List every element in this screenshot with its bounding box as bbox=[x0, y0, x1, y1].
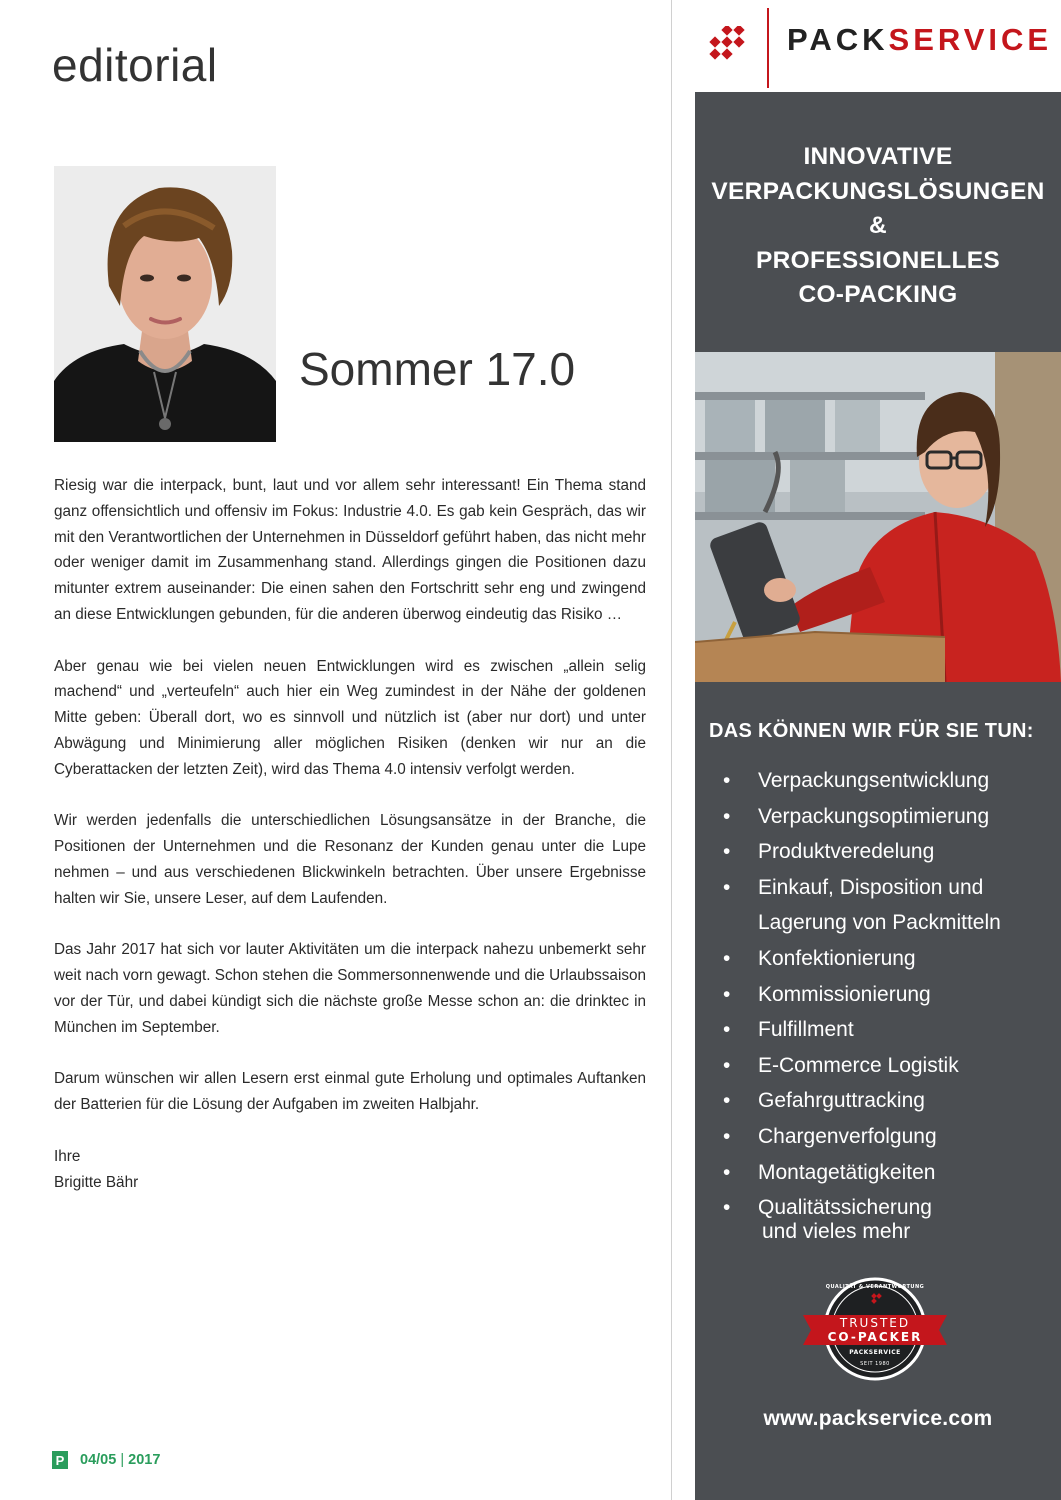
badge-line-copacker: CO-PACKER bbox=[827, 1330, 923, 1344]
closing-salutation: Ihre bbox=[54, 1147, 81, 1165]
article-paragraph: Das Jahr 2017 hat sich vor lauter Aktivitäten um die interpack nahezu unbemerkt sehr weit nach vorn gewagt. Schon stehen die Sommersonnenwende und die Urlaubssaison vor der Tür, und dabei kündigt sich die nächste große Messe schon an: die drinktec in München im September. bbox=[54, 941, 646, 1036]
list-item: • Qualitätssicherung bbox=[723, 1190, 1018, 1226]
ad-headline-line: PROFESSIONELLES bbox=[755, 246, 1001, 274]
list-item: • Einkauf, Disposition und Lagerung von Packmitteln bbox=[723, 870, 1018, 941]
ad-headline-line: & bbox=[869, 212, 887, 239]
author-portrait bbox=[54, 166, 276, 442]
issue-separator: | bbox=[120, 1452, 125, 1468]
ad-photo-worker bbox=[695, 352, 1061, 682]
list-item: • Konfektionierung bbox=[723, 941, 1018, 977]
trusted-copacker-badge bbox=[803, 1277, 947, 1381]
article-headline: Sommer 17.0 bbox=[299, 343, 576, 395]
issue-year: 2017 bbox=[128, 1452, 161, 1468]
badge-since: SEIT 1980 bbox=[860, 1361, 890, 1367]
list-item: • Fulfillment bbox=[723, 1012, 1018, 1048]
list-item: • Gefahrguttracking bbox=[723, 1083, 1018, 1119]
ad-panel bbox=[695, 92, 1061, 1500]
badge-ring-text: QUALITÄT & VERANTWORTUNG bbox=[825, 1284, 925, 1290]
list-item: • Produktveredelung bbox=[723, 834, 1018, 870]
packservice-logo-icon bbox=[705, 26, 755, 62]
section-title: editorial bbox=[52, 39, 218, 91]
magazine-logo-icon: P bbox=[52, 1451, 68, 1469]
list-item: • Verpackungsentwicklung bbox=[723, 763, 1018, 799]
article-paragraph: Riesig war die interpack, bunt, laut und vor allem sehr interessant! Ein Thema stand ganz offensichtlich und offensiv im Fokus: Industrie 4.0. Es gab kein Gespräch, das wir mit den Verantwortlichen der Unternehmen in Düsseldorf geführt haben, das nicht mehr oder weniger damit im Zusammenhang stand. Allerdings gingen die Positionen dazu mitunter extrem auseinander: Die einen sahen den Fortschritt sehr eng und zwingend an diese Entwicklungen gebunden, für die anderen überwog eindeutig das Risiko … bbox=[54, 477, 646, 623]
ad-headline-line: INNOVATIVE bbox=[803, 143, 953, 170]
services-list-tail: und vieles mehr bbox=[762, 1220, 911, 1243]
ad-logo-bar bbox=[695, 0, 1061, 92]
list-item: • E-Commerce Logistik bbox=[723, 1048, 1018, 1084]
list-item: • Verpackungsoptimierung bbox=[723, 799, 1018, 835]
page-folio bbox=[52, 1450, 160, 1470]
article-paragraph: Darum wünschen wir allen Lesern erst einmal gute Erholung und optimales Auftanken der Batterien für die Lösung der Aufgaben im zweiten Halbjahr. bbox=[54, 1070, 646, 1114]
brand-part-pack: PACK bbox=[787, 22, 889, 57]
services-title: DAS KÖNNEN WIR FÜR SIE TUN: bbox=[709, 720, 1034, 742]
page-gutter-divider bbox=[671, 0, 672, 1500]
list-item: • Chargenverfolgung bbox=[723, 1119, 1018, 1155]
ad-headline bbox=[695, 140, 1061, 313]
logo-divider bbox=[767, 8, 769, 88]
author-signature: Brigitte Bähr bbox=[54, 1173, 139, 1191]
ad-headline-line: VERPACKUNGSLÖSUNGEN bbox=[711, 177, 1045, 205]
issue-label: 04/05 bbox=[80, 1452, 117, 1468]
badge-brand: PACKSERVICE bbox=[849, 1349, 901, 1356]
brand-wordmark bbox=[787, 22, 1052, 58]
issue-number bbox=[80, 1452, 160, 1468]
article-paragraph: Wir werden jedenfalls die unterschiedlichen Lösungsansätze in der Branche, die Positionen der Unternehmen und die Resonanz der Kunden genau unter die Lupe nehmen – und aus verschiedenen Blickwinkeln betrachten. Über unsere Ergebnisse halten wir Sie, unsere Leser, auf dem Laufenden. bbox=[54, 812, 646, 907]
list-item: • Kommissionierung bbox=[723, 977, 1018, 1013]
services-list bbox=[723, 763, 1018, 1226]
ad-website-url: www.packservice.com bbox=[763, 1407, 993, 1430]
article-body bbox=[54, 473, 646, 1195]
badge-line-trusted: TRUSTED bbox=[839, 1316, 911, 1330]
article-paragraph: Aber genau wie bei vielen neuen Entwicklungen wird es zwischen „allein selig machend“ und „verteufeln“ auch hier ein Weg zumindest in der Nähe der goldenen Mitte geben: Überall dort, wo es sinnvoll und nützlich ist (aber nur dort) und unter Abwägung und Minimierung aller möglichen Risiken (denken wir nur an die Cyberattacken der letzten Zeit), wird das Thema 4.0 intensiv verfolgt werden. bbox=[54, 657, 646, 778]
brand-part-service: SERVICE bbox=[888, 22, 1053, 57]
list-item: • Montagetätigkeiten bbox=[723, 1155, 1018, 1191]
ad-headline-line: CO-PACKING bbox=[798, 281, 958, 308]
